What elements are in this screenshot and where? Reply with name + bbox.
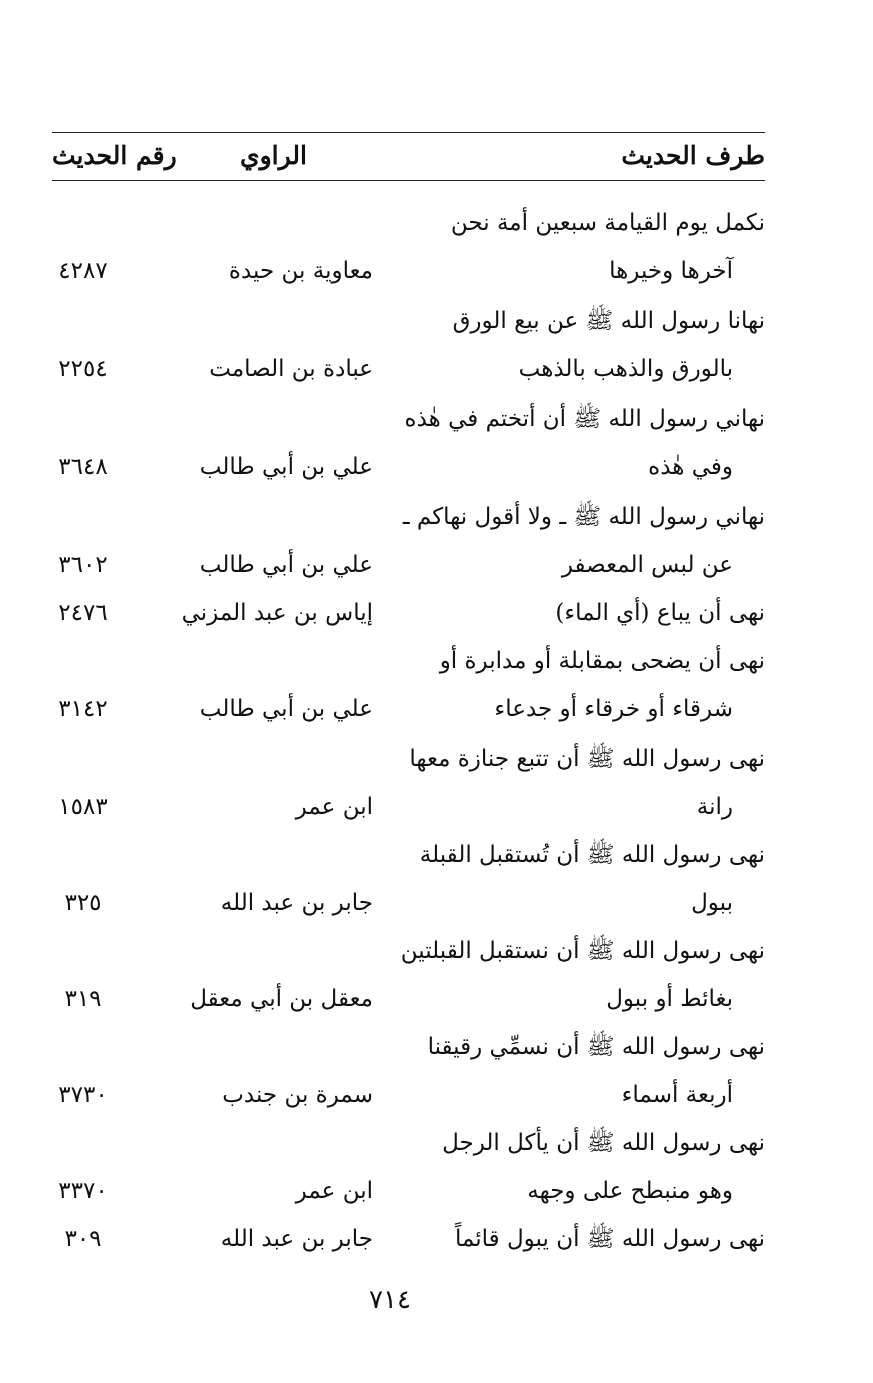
hadith-text-line: نهى أن يضحى بمقابلة أو مدابرة أو	[439, 648, 765, 674]
page-number: ٧١٤	[369, 1285, 411, 1315]
hadith-number: ٣٦٤٨	[58, 454, 108, 480]
hadith-text-line: أربعة أسماء	[621, 1082, 733, 1108]
hadith-text-line: نهاني رسول الله ﷺ أن أتختم في هٰذه	[404, 406, 765, 432]
narrator-name: معاوية بن حيدة	[228, 258, 373, 284]
hadith-text-line: شرقاء أو خرقاء أو جدعاء	[494, 696, 733, 722]
hadith-text-line: نكمل يوم القيامة سبعين أمة نحن	[450, 210, 765, 236]
narrator-name: علي بن أبي طالب	[199, 454, 373, 480]
header-bottom-rule	[52, 180, 765, 181]
narrator-name: علي بن أبي طالب	[199, 552, 373, 578]
hadith-text-line: نهانا رسول الله ﷺ عن بيع الورق	[452, 308, 765, 334]
header-top-rule	[52, 132, 765, 133]
hadith-number: ١٥٨٣	[58, 794, 108, 820]
hadith-number: ٣٠٩	[64, 1226, 102, 1252]
column-header-number: رقم الحديث	[52, 141, 177, 170]
column-header-narrator: الراوي	[240, 141, 307, 170]
hadith-number: ٣٦٠٢	[58, 552, 108, 578]
hadith-text-line: عن لبس المعصفر	[561, 552, 733, 578]
hadith-text-line: نهى رسول الله ﷺ أن تتبع جنازة معها	[409, 746, 765, 772]
hadith-text-line: وهو منبطح على وجهه	[527, 1178, 733, 1204]
hadith-text-line: ببول	[691, 890, 733, 916]
hadith-text-line: نهى رسول الله ﷺ أن يبول قائماً	[454, 1226, 765, 1252]
narrator-name: ابن عمر	[295, 794, 373, 820]
hadith-text-line: نهى رسول الله ﷺ أن نسمِّي رقيقنا	[427, 1034, 765, 1060]
narrator-name: جابر بن عبد الله	[220, 1226, 373, 1252]
hadith-number: ٤٢٨٧	[58, 258, 108, 284]
hadith-text-line: نهى رسول الله ﷺ أن يأكل الرجل	[442, 1130, 765, 1156]
hadith-text-line: وفي هٰذه	[648, 454, 733, 480]
hadith-number: ٣١٤٢	[58, 696, 108, 722]
hadith-text-line: آخرها وخيرها	[609, 258, 733, 284]
hadith-text-line: نهى رسول الله ﷺ أن تُستقبل القبلة	[419, 842, 765, 868]
narrator-name: إياس بن عبد المزني	[181, 600, 373, 626]
hadith-text-line: رانة	[696, 794, 733, 820]
hadith-text-line: بالورق والذهب بالذهب	[518, 356, 733, 382]
hadith-number: ٣١٩	[64, 986, 102, 1012]
hadith-number: ٣٢٥	[64, 890, 102, 916]
narrator-name: علي بن أبي طالب	[199, 696, 373, 722]
hadith-text-line: بغائط أو ببول	[606, 986, 733, 1012]
hadith-number: ٢٢٥٤	[58, 356, 108, 382]
narrator-name: عبادة بن الصامت	[209, 356, 373, 382]
column-header-hadith: طرف الحديث	[621, 141, 765, 170]
narrator-name: سمرة بن جندب	[222, 1082, 373, 1108]
narrator-name: ابن عمر	[295, 1178, 373, 1204]
hadith-text-line: نهاني رسول الله ﷺ ـ ولا أقول نهاكم ـ	[402, 504, 765, 530]
narrator-name: معقل بن أبي معقل	[190, 986, 373, 1012]
hadith-number: ٣٣٧٠	[58, 1178, 108, 1204]
hadith-number: ٢٤٧٦	[58, 600, 108, 626]
hadith-text-line: نهى رسول الله ﷺ أن نستقبل القبلتين	[400, 938, 765, 964]
narrator-name: جابر بن عبد الله	[220, 890, 373, 916]
hadith-number: ٣٧٣٠	[58, 1082, 108, 1108]
hadith-text-line: نهى أن يباع (أي الماء)	[555, 600, 765, 626]
